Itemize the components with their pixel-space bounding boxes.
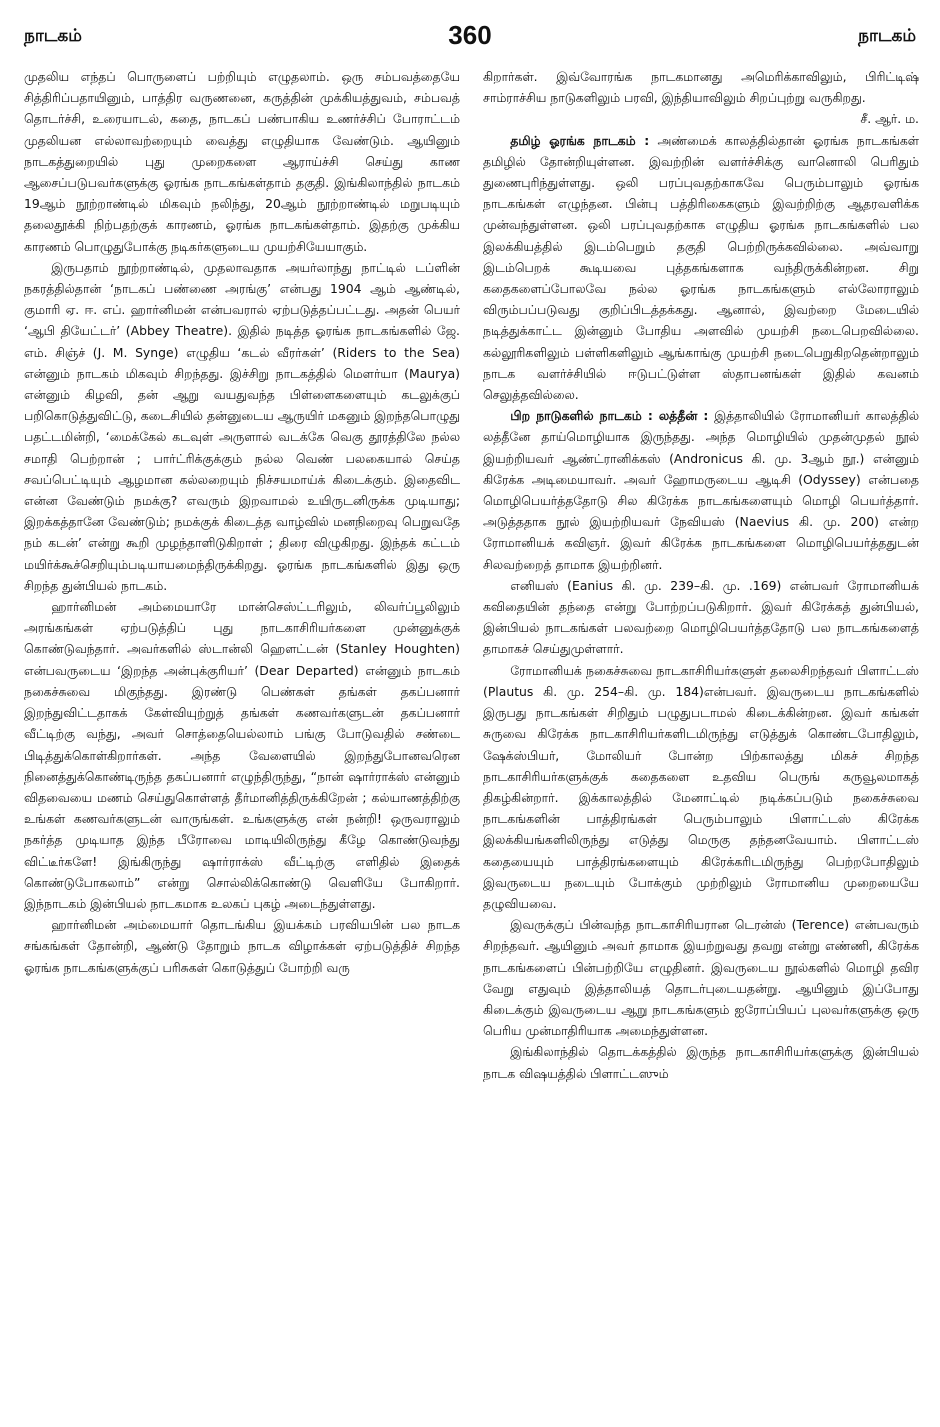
paragraph: இருபதாம் நூற்றாண்டில், முதலாவதாக அயர்லாந்து நாட்டில் டப்ளின் நகரத்தில்தான் ‘நாடகப் பண்ணை அரங்கு’ என்பது 1904 ஆம் ஆண்டில், குமாரி ஏ. ஈ. எப். ஹார்னிமன் என்பவரால் ஏற்படுத்தப்பட்டது. அதன் பெயர் ‘ஆபி தியேட்டர்’ (Abbey Theatre). இதில் நடித்த ஓரங்க நாடகங்களில் ஜே. எம். சிஞ்ச் (J. M. Synge) எழுதிய ‘கடல் வீரர்கள்’ (Riders to the Sea) என்னும் நாடகம் மிகவும் சிறந்தது. இச்சிறு நாடகத்தில் மௌர்யா (Maurya) என்னும் கிழவி, தன் ஆறு வயதுவந்த பிள்ளைகளையும் கடலுக்குப் பறிகொடுத்துவிட்டு, கடைசியில் தன்னுடைய ஆருயிர் மகனும் இறந்தபொழுது பதட்டமின்றி, ‘மைக்கேல் கடவுள் அருளால் வடக்கே வெகு தூரத்திலே நல்ல சமாதி பெற்றான் ; பார்ட்ரிக்குக்கும் நல்ல வெண் பலகையால் செய்த சவப்பெட்டியும் ஆழமான கல்லறையும் நிச்சயமாய்க் கிடைக்கும். இதைவிட என்ன வேண்டும் நமக்கு? எவரும் இறவாமல் உயிருடனிருக்க முடியாது; இறக்கத்தானே வேண்டும்; நமக்குக் கிடைத்த வாழ்வில் மனநிறைவு பெறுவதே நம் கடன்’ என்று கூறி முழந்தாளிடுகிறாள் ; திரை விழுகிறது. இந்தக் கட்டம் மயிர்க்கூச்செறியும்படியாயமைந்திருக்கிறது. ஓரங்க நாடகங்களில் இது ஒரு சிறந்த துன்பியல் நாடகம். (24, 259, 460, 593)
paragraph: கிறார்கள். இவ்வோரங்க நாடகமானது அமெரிக்காவிலும், பிரிட்டிஷ் சாம்ராச்சிய நாடுகளிலும் பரவி, இந்தியாவிலும் சிறப்புற்று வருகிறது. (483, 69, 919, 106)
running-head-right: நாடகம் (858, 26, 916, 46)
page-header (0, 0, 940, 60)
author-signature: சீ. ஆர். ம. (860, 111, 919, 127)
paragraph: ஹார்னிமன் அம்மையார் தொடங்கிய இயக்கம் பரவியபின் பல நாடக சங்கங்கள் தோன்றி, ஆண்டு தோறும் நாடக விழாக்கள் ஏற்படுத்திச் சிறந்த ஓரங்க நாடகங்களுக்குப் பரிசுகள் கொடுத்துப் போற்றி வரு (24, 917, 460, 975)
paragraph-text: இத்தாலியில் ரோமானியர் காலத்தில் லத்தீனே தாய்மொழியாக இருந்தது. அந்த மொழியில் முதன்முதல் நூல் இயற்றியவர் ஆண்ட்ரானிக்கஸ் (Andronicus கி. மு. 3ஆம் நூ.) என்னும் கிரேக்க அடிமையாவர். அவர் ஹோமருடைய ஆடிசி (Odyssey) என்பதை மொழிபெயர்த்ததோடு சில கிரேக்க நாடகங்களையும் மொழி பெயர்த்தார். அடுத்ததாக நூல் இயற்றியவர் நேவியஸ் (Naevius கி. மு. 200) என்ற ரோமானியக் கவிஞர். இவர் கிரேக்க நாடகங்களை மொழிபெயர்த்ததுடன் சிலவற்றைத் தாமாக இயற்றினர். (483, 408, 919, 572)
paragraph: ரோமானியக் நகைச்சுவை நாடகாசிரியர்களுள் தலைசிறந்தவர் பிளாட்டஸ் (Plautus கி. மு. 254–கி. மு. 184)என்பவர். இவருடைய நாடகங்களில் இருபது நாடகங்கள் சிறிதும் பழுதுபடாமல் கிடைக்கின்றன. இவர் கங்கள் சுருவை கிரேக்க நாடகாசிரியர்களிடமிருந்து எடுத்துக் கொண்டபோதிலும், ஷேக்ஸ்பியர், மோலியர் போன்ற பிற்காலத்து மிகச் சிறந்த நாடகாசிரியர்களுக்குக் கதைகளை உதவிய பெருங் கருவூலமாகத் திகழ்கின்றார். இக்காலத்தில் மேனாட்டில் நடிக்கப்படும் நகைச்சுவை நாடகங்களின் பாத்திரங்கள் பெரும்பாலும் பிளாட்டஸ் கிரேக்க இலக்கியங்களிலிருந்து எடுத்து மெருகு தந்தனவேயாம். பிளாட்டஸ் கதையையும் பாத்திரங்களையும் கிரேக்கரிடமிருந்து பெற்றபோதிலும் இவருடைய நடையும் போக்கும் முற்றிலும் ரோமானிய முறையையே தழுவியவை. (483, 662, 919, 911)
paragraph: ஹார்னிமன் அம்மையாரே மான்செஸ்ட்டரிலும், லிவர்ப்பூலிலும் அரங்கங்கள் ஏற்படுத்திப் புது நாடகாசிரியர்களை முன்னுக்குக் கொண்டுவந்தார். அவர்களில் ஸ்டான்லி ஹௌட்டன் (Stanley Houghten) என்பவருடைய ‘இறந்த அன்புக்குரியர்’ (Dear Departed) என்னும் நாடகம் நகைச்சுவை மிகுந்தது. இரண்டு பெண்கள் தங்கள் தகப்பனார் இறந்துவிட்டதாகக் கேள்வியுற்றுத் தங்கள் கணவர்களுடன் தகப்பனார் வீட்டிற்கு வந்து, அவர் சொத்தையெல்லாம் பங்கு போடுவதில் சண்டை பிடித்துக்கொள்கிறார்கள். அந்த வேளையில் இறந்துபோனவரென நினைத்துக்கொண்டிருந்த தகப்பனார் எழுந்திருந்து, “நான் ஷார்ராக்ஸ் என்னும் விதவையை மணம் செய்துகொள்ளத் தீர்மானித்திருக்கிறேன் ; கல்யாணத்திற்கு உங்கள் கணவர்களுடன் வாருங்கள். உங்களுக்கு என் நன்றி! ஒருவராலும் நகர்த்த முடியாத இந்த பீரோவை மாடியிலிருந்து கீழே கொண்டுவந்து விட்டீர்களே! இங்கிருந்து ஷார்ராக்ஸ் வீட்டிற்கு எளிதில் இதைக் கொண்டுபோகலாம்” என்று சொல்லிக்கொண்டு வெளியே போகிறார். இந்நாடகம் இன்பியல் நாடகமாக உலகப் புகழ் அடைந்துள்ளது. (24, 599, 460, 911)
paragraph (483, 405, 919, 575)
left-column (24, 66, 460, 1418)
paragraph: எனியஸ் (Eanius கி. மு. 239–கி. மு. .169) என்பவர் ரோமானியக் கவிதையின் தந்தை என்று போற்றப்படுகிறார். இவர் கிரேக்கத் துன்பியல், இன்பியல் நாடகங்கள் பலவற்றை மொழிபெயர்த்ததோடு பல நாடகங்களைத் தாமாகச் செய்துமுள்ளார். (483, 577, 919, 657)
paragraph-text: அண்மைக் காலத்தில்தான் ஓரங்க நாடகங்கள் தமிழில் தோன்றியுள்ளன. இவற்றின் வளர்ச்சிக்கு வானொலி பெரிதும் துணைபுரிந்துள்ளது. ஒலி பரப்புவதற்காகவே பெரும்பாலும் ஓரங்க நாடகங்கள் எழுந்தன. பின்பு பத்திரிகைகளும் இவற்றிற்கு ஆதரவளிக்க முன்வந்துள்ளன. ஒலி பரப்புவதற்காக எழுதிய ஓரங்க நாடகங்களில் பல இலக்கியத்தில் இடம்பெறும் தகுதி பெற்றிருக்கவில்லை. அவ்வாறு இடம்பெறக் கூடியவை புத்தகங்களாக வந்திருக்கின்றன. சிறு கதைகளைப்போலவே நல்ல ஓரங்க நாடகங்களும் எல்லோராலும் விரும்பப்படுவது குறிப்பிடத்தக்கது. ஆனால், இவற்றை மேடையில் நடித்துக்காட்ட இன்னும் போதிய அளவில் முயற்சி நடைபெறவில்லை. கல்லூரிகளிலும் பள்ளிகளிலும் ஆங்காங்கு முயற்சி நடைபெறுகிறதென்றாலும் நாடக வளர்ச்சியில் ஈடுபட்டுள்ள ஸ்தாபனங்கள் இதில் கவனம் செலுத்தவில்லை. (483, 132, 919, 403)
section-heading: பிற நாடுகளில் நாடகம் : லத்தீன் : (510, 408, 709, 424)
page-number: 360 (448, 20, 492, 50)
running-head-left: நாடகம் (24, 26, 82, 46)
paragraph: முதலிய எந்தப் பொருளைப் பற்றியும் எழுதலாம். ஒரு சம்பவத்தையே சித்திரிப்பதாயினும், பாத்திர வருணனை, கருத்தின் முக்கியத்துவம், சம்பவத் தொடர்ச்சி, உரையாடல், கதை, நாடகப் பண்பாகிய உணர்ச்சிப் போராட்டம் முதலியன எல்லாவற்றையும் வைத்து எழுதியாக வேண்டும். ஆயினும் நாடகத்துறையில் புது முறைகளை ஆராய்ச்சி செய்து காண ஆசைப்படுபவர்களுக்கு ஓரங்க நாடகங்கள்தாம் தகுதி. இங்கிலாந்தில் நாடகம் 19ஆம் நூற்றாண்டில் மிகவும் நலிந்து, 20ஆம் நூற்றாண்டில் மறுபடியும் தலைதூக்கி நிற்பதற்குக் காரணம், ஓரங்க நாடகங்கள்தாம். இதற்கு முக்கிய காரணம் பொழுதுபோக்கு நடிகர்களுடைய முயற்சியேயாகும். (24, 69, 460, 254)
paragraph (483, 130, 919, 406)
paragraph: இவருக்குப் பின்வந்த நாடகாசிரியரான டெரன்ஸ் (Terence) என்பவரும் சிறந்தவர். ஆயினும் அவர் தாமாக இயற்றுவது தவறு என்று எண்ணி, கிரேக்க நாடகங்களைப் பின்பற்றியே எழுதினர். இவருடைய நூல்களில் மொழி தவிர வேறு எதுவும் இத்தாலியத் தொடர்புடையதன்று. ஆயினும் இப்போது கிடைக்கும் இவருடைய ஆறு நாடகங்களும் ஐரோப்பியப் புலவர்களுக்கு ஒரு பெரிய முன்மாதிரியாக அமைந்துள்ளன. (483, 917, 919, 1039)
right-column (483, 66, 919, 1418)
paragraph: இங்கிலாந்தில் தொடக்கத்தில் இருந்த நாடகாசிரியர்களுக்கு இன்பியல் நாடக விஷயத்தில் பிளாட்டஸும் (483, 1044, 919, 1081)
section-heading: தமிழ் ஓரங்க நாடகம் : (510, 132, 650, 148)
